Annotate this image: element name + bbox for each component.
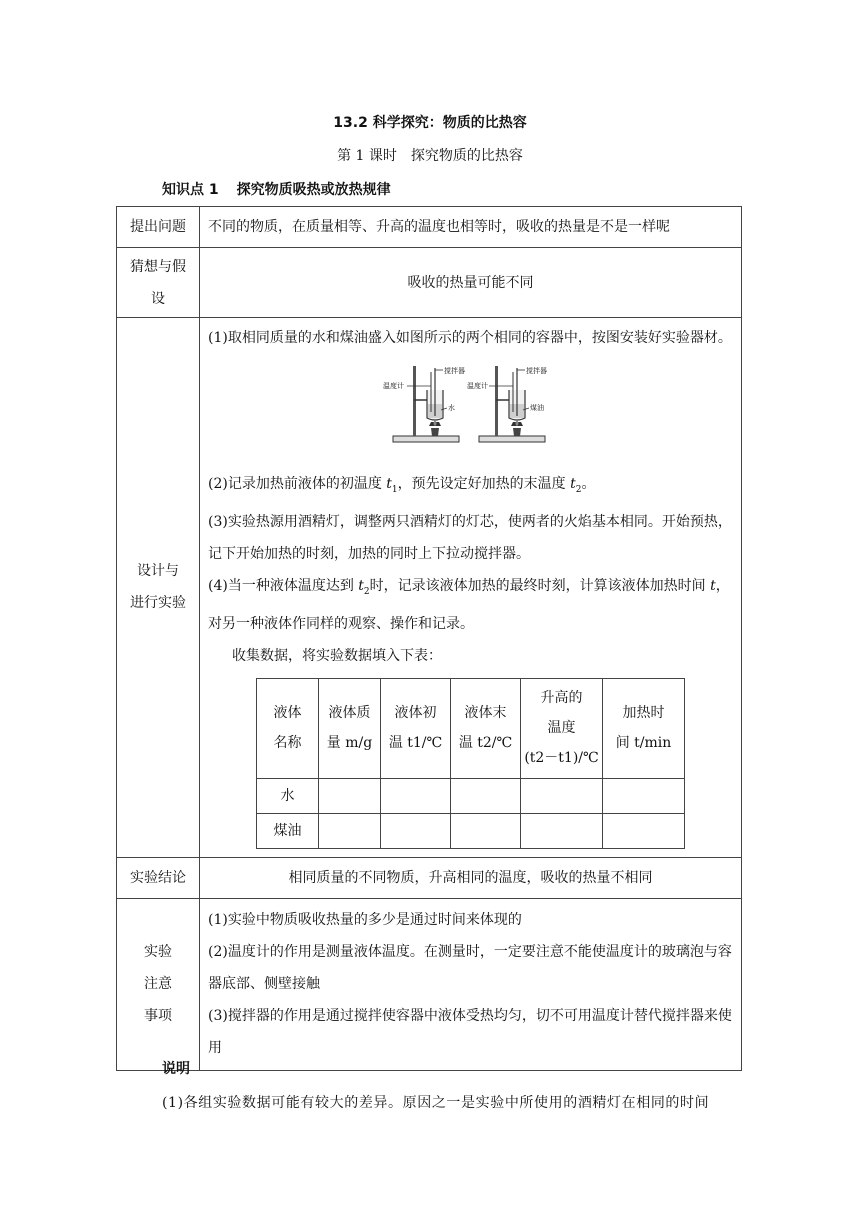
row-water-label: 水 — [257, 778, 319, 813]
step-1: (1)取相同质量的水和煤油盛入如图所示的两个相同的容器中，按图安装好实验器材。 — [208, 330, 732, 346]
header-name-line2: 名称 — [273, 735, 302, 752]
knowledge-point-heading — [162, 179, 391, 199]
header-t1-line2: 温 t1/℃ — [388, 735, 443, 752]
left-liquid-label: 水 — [447, 404, 455, 412]
question-label: 提出问题 — [117, 207, 200, 248]
right-liquid-label: 煤油 — [529, 404, 544, 412]
header-rise-line2: 温度 — [547, 720, 576, 737]
hypothesis-label — [117, 248, 200, 318]
step-4-t2: t — [358, 577, 364, 594]
page-title: 13.2 科学探究：物质的比热容 — [333, 115, 527, 131]
knowledge-title: 探究物质吸热或放热规律 — [236, 182, 391, 198]
note-3: (3)搅拌器的作用是通过搅拌使容器中液体受热均匀，切不可用温度计替代搅拌器来使用 — [208, 1008, 732, 1057]
data-cell — [603, 813, 685, 848]
step-2-t2: t — [570, 476, 576, 492]
notes-label — [117, 898, 200, 1070]
row-kerosene-label: 煤油 — [257, 813, 319, 848]
design-label-line1: 设计与 — [137, 563, 179, 580]
step-2-c: 。 — [581, 476, 596, 492]
data-cell — [381, 778, 451, 813]
header-rise-line3: (t2－t1)/℃ — [524, 750, 599, 767]
hypothesis-label-line2: 设 — [151, 290, 165, 307]
step-2-t1: t — [386, 476, 392, 492]
data-cell — [319, 813, 381, 848]
step-4: (4)当一种液体温度达到 $t_2$时，记录该液体加热的最终时刻，计算该液体加热时间 t，对另一种液体作同样的观察、操作和记录。 — [208, 577, 730, 632]
data-cell — [319, 778, 381, 813]
step-3: (3)实验热源用酒精灯，调整两只酒精灯的灯芯，使两者的火焰基本相同。开始预热，记下开始加热的时刻，加热的同时上下拉动搅拌器。 — [208, 513, 732, 562]
header-liquid-name — [257, 678, 319, 778]
design-content — [200, 318, 742, 858]
conclusion-label: 实验结论 — [117, 857, 200, 898]
hypothesis-text: 吸收的热量可能不同 — [200, 248, 742, 318]
header-mass-line2: 量 m/g — [326, 735, 373, 752]
data-table — [256, 678, 685, 849]
header-heating-time — [603, 678, 685, 778]
right-stirrer-label: 搅拌器 — [525, 367, 547, 375]
knowledge-label: 知识点 1 — [162, 182, 219, 198]
collect-instruction: 收集数据，将实验数据填入下表： — [232, 647, 442, 664]
notes-content — [200, 898, 742, 1070]
data-cell — [521, 813, 603, 848]
notes-label-line3: 事项 — [144, 1008, 172, 1025]
step-2: (2)记录加热前液体的初温度 $t_1$，预先设定好加热的末温度 $t_2$。 — [208, 476, 596, 495]
header-t1-line1: 液体初 — [394, 705, 437, 722]
lesson-subtitle: 第 1 课时 探究物质的比热容 — [337, 148, 523, 164]
note-1: (1)实验中物质吸收热量的多少是通过时间来体现的 — [208, 912, 522, 929]
header-t2-line1: 液体末 — [464, 705, 507, 722]
design-label — [117, 318, 200, 858]
step-4-a: (4)当一种液体温度达到 — [208, 577, 359, 594]
design-label-line2: 进行实验 — [130, 595, 186, 612]
step-4-b: 时，记录该液体加热的最终时刻，计算该液体加热时间 — [369, 577, 711, 594]
experiment-table — [116, 206, 742, 1071]
right-apparatus — [467, 366, 547, 442]
header-time-line1: 加热时 — [622, 705, 665, 722]
explanation-heading: 说明 — [162, 1061, 190, 1077]
step-2-a: (2)记录加热前液体的初温度 — [208, 476, 387, 492]
right-thermometer-label: 温度计 — [466, 382, 488, 390]
explanation-line-1: (1)各组实验数据可能有较大的差异。原因之一是实验中所使用的酒精灯在相同的时间 — [162, 1095, 710, 1111]
header-t2-line2: 温 t2/℃ — [458, 735, 513, 752]
notes-label-line1: 实验 — [144, 944, 172, 961]
notes-label-line2: 注意 — [144, 976, 172, 993]
left-apparatus — [383, 366, 465, 442]
apparatus-figure — [208, 360, 733, 462]
header-time-line2: 间 t/min — [615, 735, 672, 752]
header-temp-rise — [521, 678, 603, 778]
data-cell — [451, 778, 521, 813]
note-2: (2)温度计的作用是测量液体温度。在测量时，一定要注意不能使温度计的玻璃泡与容器底部、侧壁接触 — [208, 944, 732, 993]
conclusion-text: 相同质量的不同物质，升高相同的温度，吸收的热量不相同 — [200, 857, 742, 898]
header-name-line1: 液体 — [273, 705, 302, 722]
left-stirrer-label: 搅拌器 — [443, 367, 465, 375]
hypothesis-label-line1: 猜想与假 — [130, 258, 186, 275]
header-mass-line1: 液体质 — [328, 705, 371, 722]
step-4-t: t — [710, 577, 716, 594]
question-text: 不同的物质，在质量相等、升高的温度也相等时，吸收的热量是不是一样呢 — [200, 207, 742, 248]
data-cell — [603, 778, 685, 813]
header-final-temp — [451, 678, 521, 778]
left-thermometer-label: 温度计 — [382, 382, 404, 390]
step-4-c: ，对另一种液体作同样的观察、操作和记录。 — [208, 577, 730, 632]
data-cell — [381, 813, 451, 848]
data-cell — [451, 813, 521, 848]
step-2-b: ，预先设定好加热的末温度 — [397, 476, 571, 492]
header-rise-line1: 升高的 — [540, 690, 583, 707]
header-initial-temp — [381, 678, 451, 778]
header-mass — [319, 678, 381, 778]
apparatus-illustration — [383, 360, 559, 450]
data-cell — [521, 778, 603, 813]
